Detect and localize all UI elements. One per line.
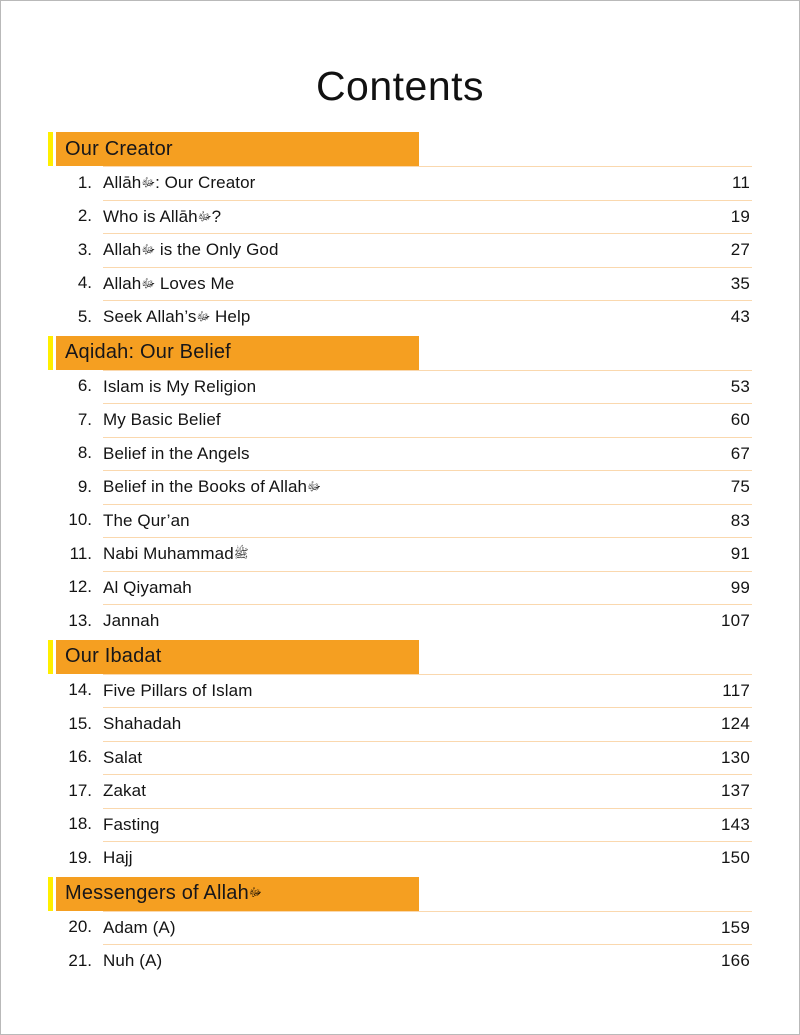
toc-entry-title [103, 444, 250, 464]
section-accent-gap [53, 336, 56, 370]
toc-entry-number: 5. [77, 306, 92, 326]
toc-entry[interactable] [48, 470, 752, 504]
toc-entry[interactable] [48, 537, 752, 571]
toc-entry-title-text: Zakat [103, 781, 147, 801]
section-header [48, 640, 419, 674]
toc-entry-number: 19. [68, 847, 92, 867]
toc-entry-title [103, 918, 176, 938]
section-header [48, 132, 419, 166]
toc-entry-title-text: Hajj [103, 848, 133, 868]
toc-entry-title-suffix: ? [211, 206, 222, 226]
toc-entry-body [103, 267, 752, 301]
toc-entry-title [103, 274, 234, 295]
toc-entry-title-text: Fasting [103, 814, 160, 834]
toc-entry-page-number: 124 [721, 714, 750, 734]
toc-entry-page-number: 107 [721, 611, 750, 631]
toc-entry-title-text: My Basic Belief [103, 410, 221, 430]
toc-entry-page-number: 159 [721, 917, 750, 937]
toc-entry-title [103, 544, 249, 565]
toc-entry-title [103, 307, 250, 328]
toc-entry-title-text: Allāh [103, 173, 142, 193]
toc-entry-number: 9. [77, 476, 92, 496]
toc-entry-title-text: Belief in the Books of Allah [103, 477, 308, 497]
toc-entry-body [103, 537, 752, 571]
toc-entry-title-text: Allah [103, 240, 142, 260]
toc-entry-number: 11. [69, 543, 92, 563]
toc-entry[interactable] [48, 841, 752, 875]
toc-entry-number: 12. [68, 577, 92, 597]
toc-entry-page-number: 75 [730, 477, 750, 497]
toc-entry-title [103, 207, 221, 228]
honorific-glyph-icon: ﷻ [141, 276, 156, 291]
toc-entry-body [103, 437, 752, 471]
toc-entry-number: 7. [77, 409, 92, 429]
toc-entry-title [103, 848, 133, 868]
toc-entry-page-number: 11 [731, 173, 750, 193]
section-accent-gap [53, 877, 56, 911]
toc-entry-title-text: Who is Allāh [103, 206, 198, 226]
toc-entry-title-suffix: : Our Creator [155, 173, 256, 193]
toc-entry[interactable] [48, 300, 752, 334]
toc-entry-title [103, 578, 192, 598]
toc-entry[interactable] [48, 437, 752, 471]
toc-entry-number: 6. [77, 376, 92, 396]
section-entry-list [48, 674, 752, 875]
toc-entry[interactable] [48, 808, 752, 842]
toc-entry-body [103, 841, 752, 875]
toc-entry-body [103, 911, 752, 945]
toc-entry-body [103, 370, 752, 404]
toc-entry-title [103, 748, 142, 768]
honorific-glyph-icon: ﷻ [196, 309, 211, 324]
toc-entry-title-text: The Qur’an [103, 510, 190, 530]
toc-entry-title-text: Nabi Muhammad [103, 544, 234, 564]
toc-entry-number: 16. [68, 747, 92, 767]
toc-entry-title [103, 681, 252, 701]
honorific-glyph-icon: ﷻ [141, 242, 156, 257]
toc-entry[interactable] [48, 911, 752, 945]
toc-entry-page-number: 83 [730, 510, 750, 530]
toc-entry-number: 20. [68, 917, 92, 937]
toc-entry-title-text: Allah [103, 273, 142, 293]
toc-entry-title-text: Shahadah [103, 714, 182, 734]
honorific-glyph-icon: ﷻ [197, 209, 212, 224]
toc-entry-page-number: 150 [721, 848, 750, 868]
toc-entry[interactable] [48, 571, 752, 605]
toc-entry-page-number: 43 [730, 307, 750, 327]
toc-entry-body [103, 403, 752, 437]
toc-entry-title [103, 511, 190, 531]
page-title: Contents [315, 63, 485, 109]
section-header [48, 877, 419, 911]
toc-entry-page-number: 53 [730, 376, 750, 396]
toc-entry-title [103, 781, 146, 801]
toc-entry-body [103, 808, 752, 842]
toc-entry-page-number: 137 [721, 781, 750, 801]
toc-entry-title [103, 815, 159, 835]
section-accent-gap [53, 640, 56, 674]
toc-entry[interactable] [48, 741, 752, 775]
toc-entry[interactable] [48, 267, 752, 301]
toc-entry-title-text: Adam (A) [103, 917, 176, 937]
toc-entry-title [103, 173, 255, 194]
toc-entry[interactable] [48, 674, 752, 708]
toc-entry-body [103, 233, 752, 267]
toc-entry-number: 21. [68, 950, 92, 970]
toc-entry-page-number: 19 [730, 206, 750, 226]
toc-entry-page-number: 117 [722, 680, 750, 700]
toc-entry-body [103, 774, 752, 808]
toc-entry-page-number: 67 [730, 443, 750, 463]
section-entry-list [48, 370, 752, 638]
toc-entry[interactable] [48, 774, 752, 808]
toc-entry-title-text: Salat [103, 747, 143, 767]
toc-entry-title [103, 611, 159, 631]
section-entry-list [48, 166, 752, 334]
toc-entry[interactable] [48, 370, 752, 404]
honorific-glyph-icon: ﷻ [248, 887, 262, 900]
toc-entry-title-text: Jannah [103, 611, 160, 631]
honorific-glyph-icon: ﷺ [233, 546, 249, 561]
toc-entry-title-text: Seek Allah’s [103, 307, 197, 327]
honorific-glyph-icon: ﷻ [307, 479, 321, 494]
section-accent-gap [53, 132, 56, 166]
toc-entry[interactable] [48, 200, 752, 234]
honorific-glyph-icon: ﷻ [141, 175, 156, 190]
toc-entry-page-number: 143 [721, 814, 750, 834]
toc-entry-title-suffix: Loves Me [155, 273, 235, 293]
toc-entry-title-text: Nuh (A) [103, 951, 163, 971]
toc-entry-number: 15. [68, 713, 92, 733]
toc-entry-number: 4. [77, 273, 92, 293]
toc-entry-number: 3. [77, 239, 92, 259]
toc-entry-page-number: 130 [721, 747, 750, 767]
toc-entry-title-text: Five Pillars of Islam [103, 680, 253, 700]
toc-entry-number: 8. [77, 443, 92, 463]
toc-entry-number: 1. [77, 172, 92, 192]
section-header-label: Our Ibadat [65, 645, 162, 668]
toc-entry-title-text: Belief in the Angels [103, 443, 250, 463]
toc-entry-body [103, 707, 752, 741]
toc-entry[interactable] [48, 403, 752, 437]
toc-entry-body [103, 300, 752, 334]
toc-entry-body [103, 200, 752, 234]
toc-entry-number: 13. [68, 610, 92, 630]
toc-entry-body [103, 571, 752, 605]
toc-entry-body [103, 944, 752, 978]
toc-entry[interactable] [48, 504, 752, 538]
toc-entry-page-number: 27 [730, 240, 750, 260]
toc-entry-title [103, 240, 279, 261]
section-header-label: Our Creator [65, 137, 173, 160]
toc-entry-body [103, 604, 752, 638]
toc-entry-body [103, 470, 752, 504]
toc-entry-title-text: Al Qiyamah [103, 577, 192, 597]
toc-entry-page-number: 166 [721, 951, 750, 971]
toc-entry-number: 18. [68, 814, 92, 834]
toc-entry[interactable] [48, 233, 752, 267]
toc-entry[interactable] [48, 707, 752, 741]
toc-entry-title [103, 377, 256, 397]
toc-entry[interactable] [48, 944, 752, 978]
toc-entry-number: 2. [77, 206, 92, 226]
toc-entry-number: 17. [68, 780, 92, 800]
toc-entry-page-number: 60 [730, 410, 750, 430]
toc-entry-body [103, 674, 752, 708]
toc-entry-title [103, 714, 181, 734]
toc-entry-body [103, 741, 752, 775]
toc-entry-body [103, 504, 752, 538]
toc-entry-number: 10. [68, 510, 92, 530]
section-header-label: Aqidah: Our Belief [65, 341, 231, 364]
toc-entry-title [103, 477, 321, 498]
toc-entry-title-text: Islam is My Religion [103, 376, 257, 396]
section-header [48, 336, 419, 370]
section-header-label: Messengers of Allah [65, 882, 249, 905]
section-entry-list [48, 911, 752, 978]
toc-entry-body [103, 166, 752, 200]
toc-entry-title-suffix: Help [210, 307, 251, 327]
toc-entry-page-number: 99 [730, 577, 750, 597]
toc-entry-number: 14. [68, 680, 92, 700]
toc-entry-title-suffix: is the Only God [155, 240, 279, 260]
toc-entry[interactable] [48, 166, 752, 200]
toc-entry-page-number: 91 [730, 544, 750, 564]
table-of-contents [1, 132, 799, 978]
toc-entry-title [103, 951, 162, 971]
toc-entry-page-number: 35 [730, 273, 750, 293]
toc-entry-title [103, 410, 221, 430]
toc-entry[interactable] [48, 604, 752, 638]
